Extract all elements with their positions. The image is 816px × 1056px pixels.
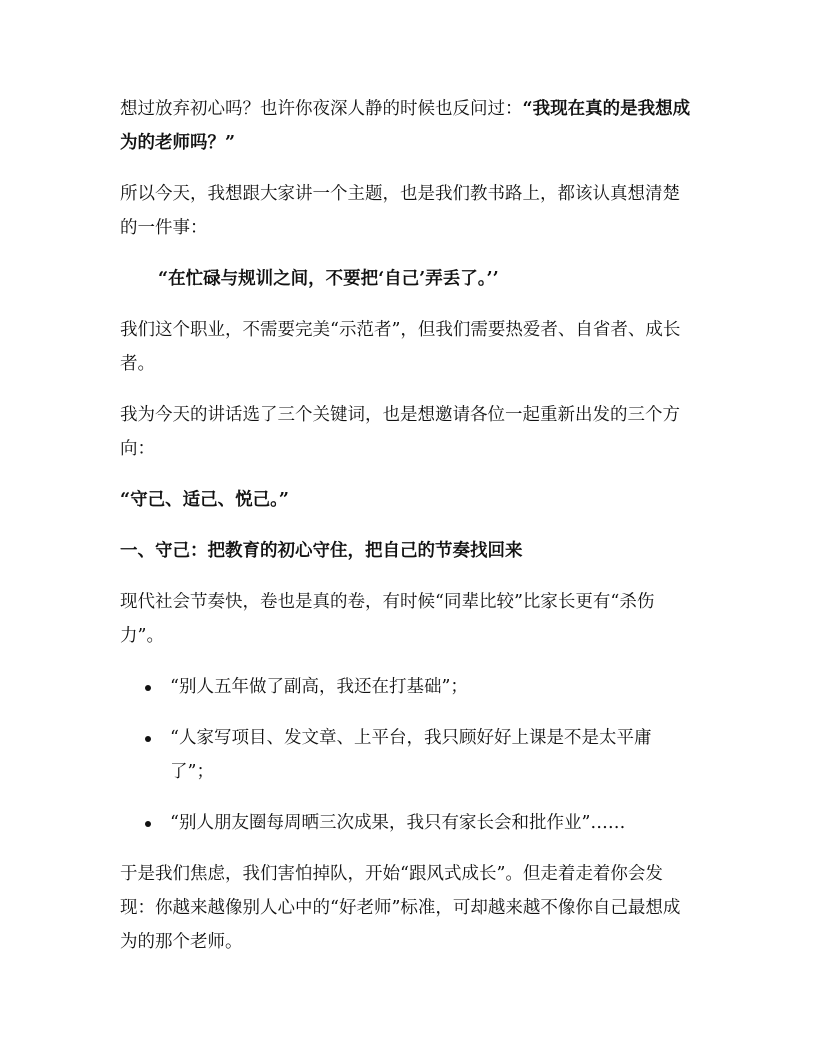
- section-1-intro: 现代社会节奏快，卷也是真的卷，有时候“同辈比较”比家长更有“杀伤力”。: [120, 592, 655, 646]
- list-item-text: “人家写项目、发文章、上平台，我只顾好好上课是不是太平庸了”；: [170, 728, 652, 782]
- paragraph-reflection: [120, 92, 695, 160]
- paragraph-reflection-question: “我现在真的是我想成为的老师吗？”: [120, 99, 691, 153]
- paragraph-topic-intro: 所以今天，我想跟大家讲一个主题，也是我们教书路上，都该认真想清楚的一件事：: [120, 184, 680, 238]
- list-item-text: “别人朋友圈每周晒三次成果，我只有家长会和批作业”……: [170, 813, 626, 833]
- bullet-icon: [145, 685, 151, 691]
- section-1-conclusion: 于是我们焦虑，我们害怕掉队，开始“跟风式成长”。但走着走着你会发现：你越来越像别人心中的“好老师”标准，可却越来越不像你自己最想成为的那个老师。: [120, 864, 681, 952]
- list-item: [120, 670, 695, 704]
- section-heading-1: 一、守己：把教育的初心守住，把自己的节奏找回来: [120, 541, 523, 561]
- bullet-icon: [145, 736, 151, 742]
- bullet-icon: [145, 821, 151, 827]
- document-page: [120, 92, 695, 976]
- list-item: [120, 721, 695, 789]
- paragraph-keywords: “守己、适己、悦己。”: [120, 490, 289, 510]
- paragraph-reflection-text: 想过放弃初心吗？也许你夜深人静的时候也反问过：: [120, 99, 523, 119]
- bullet-list: [120, 670, 695, 840]
- list-item: [120, 806, 695, 840]
- paragraph-profession: 我们这个职业，不需要完美“示范者”，但我们需要热爱者、自省者、成长者。: [120, 320, 681, 374]
- paragraph-keywords-intro: 我为今天的讲话选了三个关键词，也是想邀请各位一起重新出发的三个方向：: [120, 405, 680, 459]
- list-item-text: “别人五年做了副高，我还在打基础”；: [170, 677, 468, 697]
- paragraph-theme-quote: “在忙碌与规训之间，不要把‘自己’弄丢了。’’: [158, 269, 499, 289]
